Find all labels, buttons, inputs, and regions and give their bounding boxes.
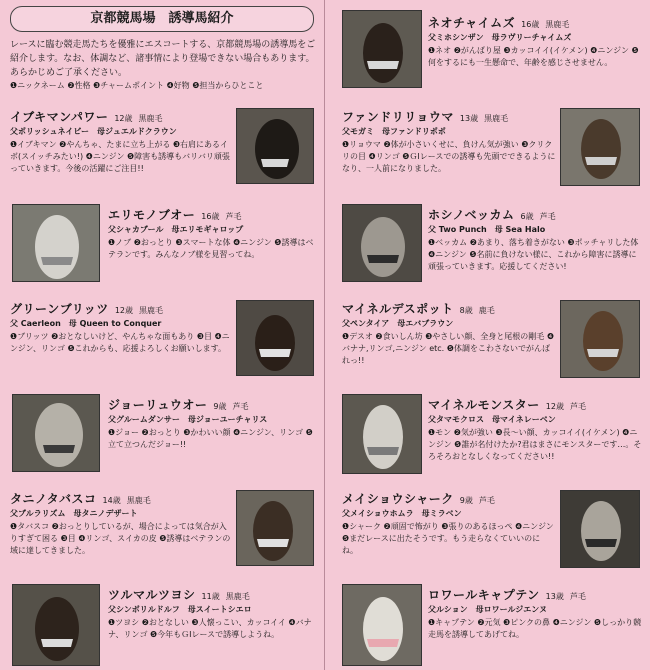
horse-entry bbox=[428, 12, 644, 69]
horse-photo bbox=[236, 490, 314, 566]
page-title: 京都競馬場 誘導馬紹介 bbox=[10, 6, 314, 32]
horse-name: グリーンブリッツ bbox=[10, 302, 109, 316]
horse-parents: 父 Two Punch 母 Sea Halo bbox=[428, 225, 546, 234]
horse-photo-image bbox=[237, 109, 313, 183]
horse-name: マイネルデスポット bbox=[342, 302, 454, 316]
horse-photo bbox=[342, 204, 422, 282]
left-column bbox=[0, 0, 322, 670]
horse-photo-image bbox=[561, 109, 639, 185]
horse-age: 8歳 bbox=[459, 306, 473, 315]
horse-coat: 黒鹿毛 bbox=[126, 496, 151, 505]
horse-age: 12歳 bbox=[114, 114, 133, 123]
column-divider bbox=[324, 0, 325, 670]
horse-photo bbox=[12, 204, 100, 282]
horse-coat: 鹿毛 bbox=[478, 306, 495, 315]
horse-parents: 父メイショウホムラ 母ミラベン bbox=[342, 509, 462, 518]
horse-photo bbox=[342, 394, 422, 474]
horse-coat: 黒鹿毛 bbox=[225, 592, 250, 601]
horse-photo bbox=[560, 490, 640, 568]
horse-coat: 黒鹿毛 bbox=[484, 114, 509, 123]
horse-parents: 父ペンタイア 母エバブラウン bbox=[342, 319, 454, 328]
horse-parents: 父シンボリルドルフ 母スイートシエロ bbox=[108, 605, 252, 614]
horse-age: 6歳 bbox=[520, 212, 534, 221]
horse-photo-image bbox=[343, 585, 421, 665]
horse-entry bbox=[428, 584, 644, 641]
horse-name: エリモノブオー bbox=[108, 208, 196, 222]
horse-description: ❶モン ❷気が強い ❸長～い顔、カッコイイ(イケメン) ❹ニンジン ❺誰が名付けたか?君はまさにモンスターです…。そろそろおとなしくなってください!! bbox=[428, 428, 642, 461]
horse-entry bbox=[10, 488, 232, 557]
horse-photo bbox=[342, 10, 422, 88]
horse-photo-image bbox=[343, 11, 421, 87]
horse-entry bbox=[10, 298, 232, 355]
horse-description: ❶ツヨシ ❷おとなしい ❸人懐っこい、カッコイイ ❹バナナ、リンゴ ❺今年もＧⅠレースで誘導しようね。 bbox=[108, 618, 312, 639]
horse-name: ツルマルツヨシ bbox=[108, 588, 196, 602]
horse-age: 11歳 bbox=[201, 592, 220, 601]
horse-parents: 父ミホシンザン 母ラヴリーチャイムズ bbox=[428, 33, 572, 42]
horse-name: タニノタバスコ bbox=[10, 492, 97, 506]
horse-description: ❶ノブ ❷おっとり ❸スマートな体 ❹ニンジン ❺誘導はベテランです。みんなノブ様を見習ってね。 bbox=[108, 238, 314, 259]
horse-age: 12歳 bbox=[114, 306, 133, 315]
horse-entry bbox=[108, 394, 318, 451]
horse-coat: 黒鹿毛 bbox=[139, 306, 163, 315]
horse-description: ❶イブキマン ❷やんちゃ、たまに立ち上がる ❸右肩にあるイボ(スイッチみたい!) ❹ニンジン ❺障害も誘導もバリバリ頑張っていきます。今後の活躍にご注目!! bbox=[10, 140, 230, 173]
horse-parents: 父タマモクロス 母マイネレーベン bbox=[428, 415, 556, 424]
horse-parents: 父ポリッシュネイビー 母ジュエルドクラウン bbox=[10, 127, 177, 136]
horse-name: ネオチャイムズ bbox=[428, 16, 516, 30]
horse-photo bbox=[236, 300, 314, 376]
horse-description: ❶シャーク ❷頑固で怖がり ❸張りのあるほっぺ ❹ニンジン ❺まだレースに出たそうです。もう走らなくていいのにね。 bbox=[342, 522, 554, 555]
horse-parents: 父ルション 母ロワールジエンヌ bbox=[428, 605, 547, 614]
horse-photo bbox=[12, 584, 100, 666]
horse-name: ホシノベッカム bbox=[428, 208, 515, 222]
horse-coat: 芦毛 bbox=[478, 496, 495, 505]
horse-photo-image bbox=[13, 395, 99, 471]
horse-name: マイネルモンスター bbox=[428, 398, 540, 412]
horse-name: メイショウシャーク bbox=[342, 492, 454, 506]
horse-coat: 芦毛 bbox=[569, 592, 586, 601]
horse-description: ❶ベッカム ❷あまり、落ち着きがない ❸ポッチャリした体 ❹ニンジン ❺名前に負けない様に、これから障害に誘導に頑張っていきます。応援してください! bbox=[428, 238, 639, 271]
horse-age: 12歳 bbox=[545, 402, 564, 411]
horse-age: 13歳 bbox=[545, 592, 564, 601]
horse-entry bbox=[428, 204, 644, 273]
horse-entry bbox=[342, 106, 556, 175]
horse-name: ジョーリュウオー bbox=[108, 398, 208, 412]
horse-age: 13歳 bbox=[459, 114, 479, 123]
horse-parents: 父シャカブール 母エリモギャロップ bbox=[108, 225, 244, 234]
horse-description: ❶ネオ ❷がんばり屋 ❸カッコイイ(イケメン) ❹ニンジン ❺何をするにも一生懸命で、年齢を感じさせません。 bbox=[428, 46, 639, 67]
horse-coat: 黒鹿毛 bbox=[545, 20, 570, 29]
horse-photo-image bbox=[343, 395, 421, 473]
horse-photo bbox=[236, 108, 314, 184]
horse-entry bbox=[10, 106, 232, 175]
horse-photo-image bbox=[237, 491, 313, 565]
horse-description: ❶ブリッツ ❷おとなしいけど、やんちゃな面もあり ❸目 ❹ニンジン、リンゴ ❺これからも、応援よろしくお願いします。 bbox=[10, 332, 230, 353]
horse-name: ロワールキャプテン bbox=[428, 588, 540, 602]
horse-age: 16歳 bbox=[521, 20, 540, 29]
horse-photo-image bbox=[561, 491, 639, 567]
intro-text: レースに臨む競走馬たちを優雅にエスコートする、京都競馬場の誘導馬をご紹介します。なお、体調など、諸事情により登場できない場合もあります。あらかじめご了承ください。 bbox=[10, 40, 316, 78]
horse-age: 16歳 bbox=[201, 212, 220, 221]
legend: ❶ニックネーム ❷性格 ❸チャームポイント ❹好物 ❺担当からひとこと bbox=[10, 81, 264, 90]
horse-photo bbox=[560, 300, 640, 378]
horse-photo-image bbox=[561, 301, 639, 377]
horse-coat: 芦毛 bbox=[569, 402, 586, 411]
horse-entry bbox=[108, 584, 318, 641]
horse-coat: 芦毛 bbox=[225, 212, 242, 221]
horse-photo-image bbox=[343, 205, 421, 281]
horse-entry bbox=[428, 394, 644, 463]
horse-entry bbox=[342, 298, 556, 367]
horse-name: イブキマンパワー bbox=[10, 110, 109, 124]
horse-age: 9歳 bbox=[459, 496, 473, 505]
horse-description: ❶デスオ ❷食いしん坊 ❸やさしい顔、全身と尾根の剛毛 ❹バナナ,リンゴ,ニンジン etc. ❺体調をこわさないでがんばれっ!! bbox=[342, 332, 554, 365]
right-column bbox=[328, 0, 650, 670]
horse-age: 14歳 bbox=[102, 496, 121, 505]
horse-description: ❶ジョー ❷おっとり ❸かわいい顔 ❹ニンジン、リンゴ ❺立て立つんだジョー!! bbox=[108, 428, 313, 449]
horse-photo bbox=[12, 394, 100, 472]
horse-coat: 芦毛 bbox=[232, 402, 249, 411]
horse-parents: 父ブルラリズム 母タニノデザート bbox=[10, 509, 138, 518]
horse-name: ファンドリリョウマ bbox=[342, 110, 454, 124]
horse-parents: 父モガミ 母ファンドリポポ bbox=[342, 127, 446, 136]
horse-parents: 父 Caerleon 母 Queen to Conquer bbox=[10, 319, 162, 328]
horse-photo bbox=[342, 584, 422, 666]
horse-entry bbox=[342, 488, 556, 557]
horse-photo-image bbox=[13, 585, 99, 665]
horse-photo-image bbox=[13, 205, 99, 281]
horse-entry bbox=[108, 204, 318, 261]
horse-description: ❶タバスコ ❷おっとりしているが、場合によっては気合が入りすぎて困る ❸目 ❹リンゴ、スイカの皮 ❺誘導はベテランの域に達してきました。 bbox=[10, 522, 231, 555]
horse-description: ❶キャプテン ❷元気 ❸ピンクの鼻 ❹ニンジン ❺しっかり競走馬を誘導してあげてね。 bbox=[428, 618, 642, 639]
horse-photo bbox=[560, 108, 640, 186]
horse-coat: 芦毛 bbox=[539, 212, 556, 221]
horse-coat: 黒鹿毛 bbox=[138, 114, 163, 123]
horse-age: 9歳 bbox=[213, 402, 227, 411]
horse-description: ❶リョウマ ❷体が小さいくせに、負けん気が強い ❸クリクリの目 ❹リンゴ ❺ＧⅠレースでの誘導も先頭でできるようになり、一人前になりました。 bbox=[342, 140, 556, 173]
horse-parents: 父グルームダンサー 母ジョーユーチャリス bbox=[108, 415, 268, 424]
horse-photo-image bbox=[237, 301, 313, 375]
